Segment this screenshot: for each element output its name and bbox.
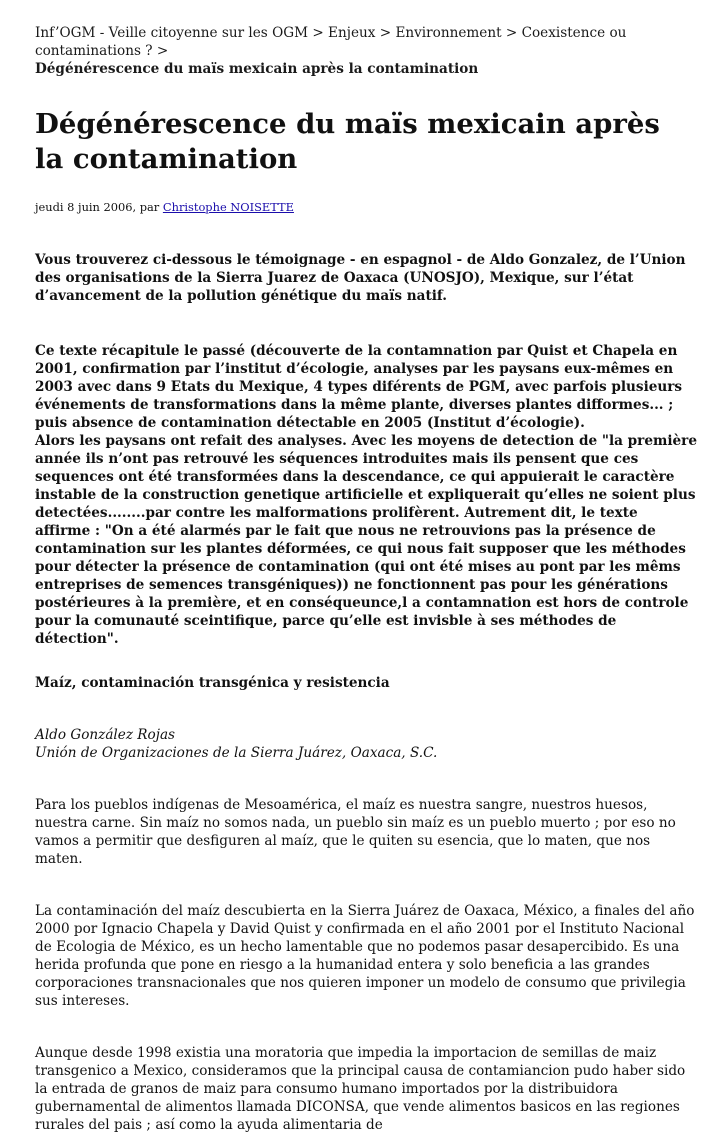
article-page <box>35 24 697 1134</box>
article-meta <box>35 200 697 214</box>
body-paragraph-2: La contaminación del maíz descubierta en la Sierra Juárez de Oaxaca, México, a finales del año 2000 por Ignacio Chapela y David Quist y confirmada en el año 2001 por el Instituto Nacional de Ecologia de México, es un hecho lamentable que no podemos pasar desapercibido. Es una herida profunda que pone en riesgo a la humanidad entera y solo beneficia a las grandes corporaciones transnacionales que nos quieren imponer un modelo de consumo que privilegia sus intereses. <box>35 903 695 1009</box>
article-date: jeudi 8 juin 2006, par <box>35 200 163 214</box>
breadcrumb <box>35 24 697 78</box>
section-title: Maíz, contaminación transgénica y resistencia <box>35 675 390 691</box>
page-title: Dégénérescence du maïs mexicain après la contamination <box>35 108 660 175</box>
body-paragraph-1: Para los pueblos indígenas de Mesoamérica, el maíz es nuestra sangre, nuestros huesos, nuestra carne. Sin maíz no somos nada, un pueblo sin maíz es un pueblo muerto ; por eso no vamos a permitir que desfiguren al maíz, que le quiten su esencia, que lo maten, que nos maten. <box>35 797 676 867</box>
breadcrumb-path[interactable]: Inf’OGM - Veille citoyenne sur les OGM > Enjeux > Environnement > Coexistence ou contaminations ? > <box>35 25 627 59</box>
summary-paragraph-2: Alors les paysans ont refait des analyses. Avec les moyens de detection de "la première année ils n’ont pas retrouvé les séquences introduites mais ils pensent que ces sequences ont été transformées dans la descendance, ce qui appuierait le caractère instable de la construction genetique artificielle et expliquerait qu’elles ne soient plus detectées........par contre les malformations prolifèrent. Autrement dit, le texte affirme : "On a été alarmés par le fait que nous ne retrouvions pas la présence de contamination sur les plantes déformées, ce qui nous fait supposer que les méthodes pour détecter la présence de contamination (qui ont été mises au pont par les mêms entreprises de semences transgéniques)) ne fonctionnent pas pour les générations postérieures à la première, et en conséqueunce,l a contamnation est hors de controle pour la comunauté sceintifique, parce qu’elle est invisble à ses méthodes de détection". <box>35 433 697 647</box>
author-name: Aldo González Rojas <box>35 727 176 743</box>
author-block <box>35 726 697 762</box>
breadcrumb-current: Dégénérescence du maïs mexicain après la contamination <box>35 61 479 77</box>
author-organization: Unión de Organizaciones de la Sierra Juárez, Oaxaca, S.C. <box>35 745 438 761</box>
body-paragraph-3: Aunque desde 1998 existia una moratoria que impedia la importacion de semillas de maiz transgenico a Mexico, consideramos que la principal causa de contamiancion pudo haber sido la entrada de granos de maiz para consumo humano importados por la distribuidora gubernamental de alimentos llamada DICONSA, que vende alimentos basicos en las regiones rurales del pais ; así como la ayuda alimentaria de <box>35 1045 686 1133</box>
summary-paragraph-1: Ce texte récapitule le passé (découverte de la contamnation par Quist et Chapela en 2001, confirmation par l’institut d’écologie, analyses par les paysans eux-mêmes en 2003 avec dans 9 Etats du Mexique, 4 types diférents de PGM, avec parfois plusieurs événements de transformations dans la même plante, diverses plantes difformes... ; puis absence de contamination détectable en 2005 (Institut d’écologie). <box>35 343 683 431</box>
article-summary <box>35 342 697 648</box>
author-link[interactable]: Christophe NOISETTE <box>162 200 294 214</box>
article-intro: Vous trouverez ci-dessous le témoignage - en espagnol - de Aldo Gonzalez, de l’Union des organisations de la Sierra Juarez de Oaxaca (UNOSJO), Mexique, sur l’état d’avancement de la pollution génétique du maïs natif. <box>35 252 686 304</box>
